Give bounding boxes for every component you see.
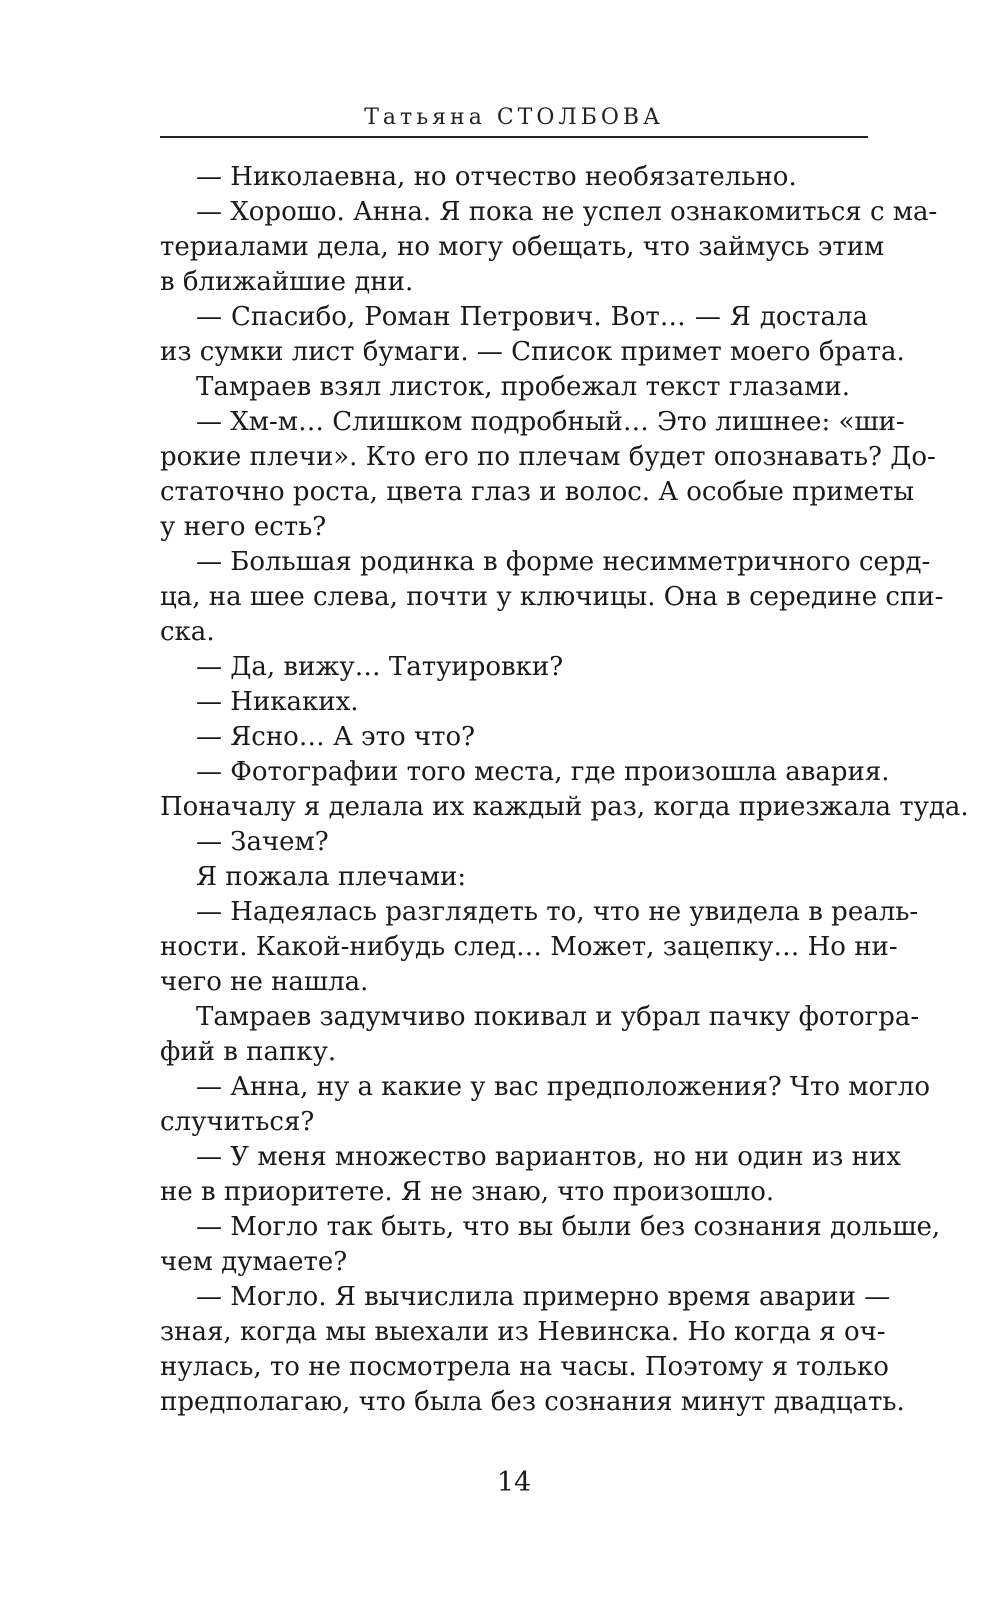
text-line: — Никаких. [196, 687, 359, 717]
text-line: зная, когда мы выехали из Невинска. Но когда я оч- [160, 1317, 886, 1347]
header-rule [160, 136, 868, 138]
page-body-text [160, 160, 969, 1420]
text-line: — Анна, ну а какие у вас предположения? Что могло [196, 1072, 930, 1102]
text-line: — Да, вижу… Татуировки? [196, 652, 564, 682]
text-line: случиться? [160, 1107, 315, 1137]
text-line: — Хм-м… Слишком подробный… Это лишнее: «ши- [196, 407, 905, 437]
text-line: — Зачем? [196, 827, 329, 857]
text-line: фий в папку. [160, 1037, 337, 1067]
text-line: чего не нашла. [160, 967, 369, 997]
text-line: предполагаю, что была без сознания минут двадцать. [160, 1387, 905, 1417]
text-line: Я пожала плечами: [196, 862, 467, 892]
text-line: Поначалу я делала их каждый раз, когда приезжала туда. [160, 792, 969, 822]
text-line: в ближайшие дни. [160, 267, 414, 297]
text-line: Тамраев взял листок, пробежал текст глазами. [196, 372, 850, 402]
text-line: рокие плечи». Кто его по плечам будет опознавать? До- [160, 442, 936, 472]
text-line: — Николаевна, но отчество необязательно. [196, 162, 797, 192]
text-line: — Спасибо, Роман Петрович. Вот… — Я достала [196, 302, 868, 332]
text-line: ности. Какой-нибудь след… Может, зацепку… Но ни- [160, 932, 898, 962]
text-line: чем думаете? [160, 1247, 348, 1277]
text-line: — Фотографии того места, где произошла авария. [196, 757, 890, 787]
text-line: нулась, то не посмотрела на часы. Поэтому я только [160, 1352, 889, 1382]
text-line: ца, на шее слева, почти у ключицы. Она в середине спи- [160, 582, 944, 612]
running-head-author: Татьяна СТОЛБОВА [364, 105, 664, 130]
page-number: 14 [496, 1467, 532, 1498]
text-line: Тамраев задумчиво покивал и убрал пачку фотогра- [196, 1002, 920, 1032]
text-line: — Ясно… А это что? [196, 722, 476, 752]
text-line: — Большая родинка в форме несимметричного серд- [196, 547, 931, 577]
text-line: статочно роста, цвета глаз и волос. А особые приметы [160, 477, 915, 507]
text-line: — Надеялась разглядеть то, что не увидела в реаль- [196, 897, 919, 927]
text-line: — Могло. Я вычислила примерно время аварии — [196, 1282, 891, 1312]
text-line: — Хорошо. Анна. Я пока не успел ознакомиться с ма- [196, 197, 938, 227]
text-line: у него есть? [160, 512, 327, 542]
text-line: териалами дела, но могу обещать, что займусь этим [160, 232, 885, 262]
text-line: — У меня множество вариантов, но ни один из них [196, 1142, 901, 1172]
text-line: — Могло так быть, что вы были без сознания дольше, [196, 1212, 941, 1242]
text-line: ска. [160, 617, 215, 647]
text-line: из сумки лист бумаги. — Список примет моего брата. [160, 337, 905, 367]
text-line: не в приоритете. Я не знаю, что произошло. [160, 1177, 775, 1207]
